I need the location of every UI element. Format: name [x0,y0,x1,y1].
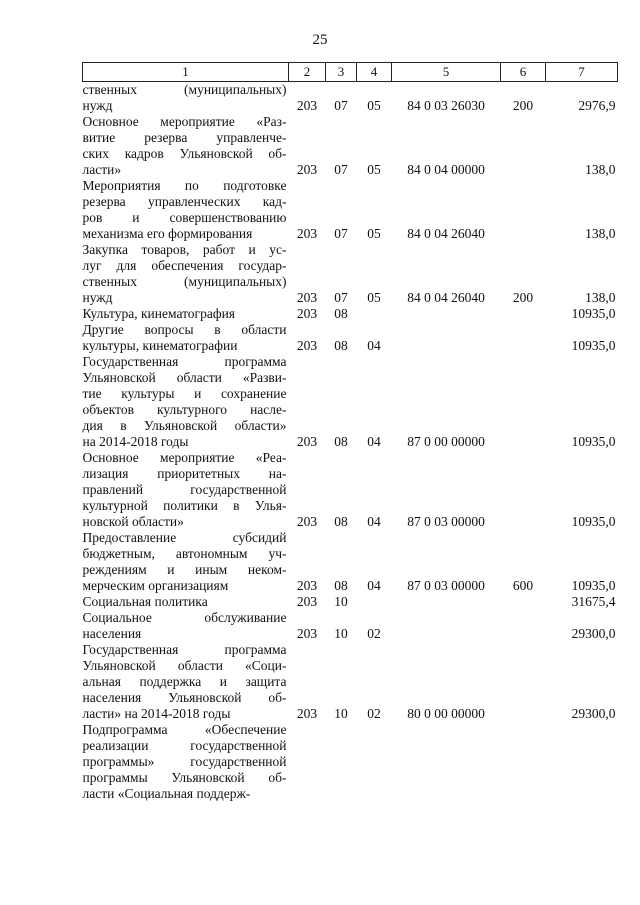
row-amount: 138,0 [585,162,616,177]
row-target-article-code: 87 0 00 00000 [407,434,485,449]
row-section-code: 10 [334,706,348,721]
row-name-line: резерва управленческих кад- [82,194,287,209]
row-name-line: тие культуры и сохранение [82,386,287,401]
row-amount: 31675,4 [571,594,616,609]
header-col-2: 2 [289,63,326,82]
row-target-article-code [392,322,501,354]
row-target-article-code [392,722,501,802]
row-expense-type-code [501,178,546,242]
row-amount: 10935,0 [571,434,616,449]
row-subsection-code: 05 [367,98,381,113]
row-name-cell [83,178,289,242]
row-name-line: нужд [82,290,113,305]
table-row [83,354,618,450]
row-name-line: Социальное обслуживание [82,610,287,625]
row-name-line: ласти» [82,162,122,177]
row-ministry-code: 203 [296,98,318,113]
row-amount: 138,0 [585,290,616,305]
row-name-cell [83,306,289,322]
row-name-line: Ульяновской области «Соци- [82,658,287,673]
row-subsection-code [357,722,392,802]
row-name-line: Другие вопросы в области [82,322,287,337]
row-name-line: ласти» на 2014-2018 годы [82,706,231,721]
row-ministry-code: 203 [296,290,318,305]
row-amount: 29300,0 [571,706,616,721]
budget-table [82,62,618,802]
row-ministry-code: 203 [296,706,318,721]
row-name-line: Основное мероприятие «Раз- [82,114,287,129]
page-number: 25 [312,32,328,48]
row-name-cell [83,722,289,802]
table-row [83,610,618,642]
row-name-line: Ульяновской области «Разви- [82,370,287,385]
row-expense-type-code [501,722,546,802]
row-amount: 10935,0 [571,338,616,353]
table-row [83,114,618,178]
row-name-line: на 2014-2018 годы [82,434,189,449]
row-target-article-code: 87 0 03 00000 [407,514,485,529]
row-name-line: дия в Ульяновской области» [82,418,287,433]
header-row [83,63,618,82]
row-target-article-code: 87 0 03 00000 [407,578,485,593]
row-expense-type-code [501,450,546,530]
row-name-line: ласти «Социальная поддерж- [82,786,251,801]
row-name-line: реждениям и иным неком- [82,562,287,577]
row-name-cell [83,114,289,178]
row-name-line: Социальная политика [82,594,208,609]
row-section-code: 07 [334,98,348,113]
table-row [83,642,618,722]
row-name-line: правлений государственной [82,482,287,497]
row-name-line: ственных (муниципальных) [82,274,287,289]
row-ministry-code: 203 [296,306,318,321]
row-name-cell [83,594,289,610]
row-subsection-code [357,306,392,322]
row-name-line: бюджетным, автономным уч- [82,546,287,561]
row-name-line: мерческим организациям [82,578,229,593]
row-subsection-code: 05 [367,290,381,305]
row-section-code: 07 [334,226,348,241]
row-ministry-code: 203 [296,626,318,641]
row-target-article-code [392,306,501,322]
row-expense-type-code [501,594,546,610]
row-expense-type-code: 200 [512,290,534,305]
row-amount [546,722,618,802]
row-name-line: Закупка товаров, работ и ус- [82,242,287,257]
table-row [83,450,618,530]
row-subsection-code: 05 [367,162,381,177]
row-ministry-code: 203 [296,514,318,529]
row-expense-type-code [501,322,546,354]
row-name-line: нужд [82,98,113,113]
table-row [83,306,618,322]
row-amount: 2976,9 [578,98,616,113]
row-section-code: 07 [334,162,348,177]
row-subsection-code: 05 [367,226,381,241]
row-name-line: Предоставление субсидий [82,530,287,545]
row-target-article-code [392,610,501,642]
table-row [83,178,618,242]
row-subsection-code: 04 [367,514,381,529]
row-amount: 10935,0 [571,578,616,593]
row-expense-type-code [501,610,546,642]
table-row [83,594,618,610]
row-target-article-code: 84 0 04 26040 [407,226,485,241]
row-section-code: 08 [334,338,348,353]
row-section-code: 08 [334,578,348,593]
row-name-line: Государственная программа [82,642,287,657]
row-name-line: ских кадров Ульяновской об- [82,146,287,161]
row-name-line: Государственная программа [82,354,287,369]
row-section-code: 08 [334,514,348,529]
row-name-line: механизма его формирования [82,226,253,241]
row-target-article-code [392,594,501,610]
row-section-code: 08 [334,306,348,321]
row-expense-type-code [501,114,546,178]
row-section-code: 10 [334,594,348,609]
row-target-article-code: 80 0 00 00000 [407,706,485,721]
row-name-line: программы» государственной [82,754,287,769]
row-subsection-code: 04 [367,434,381,449]
row-ministry-code [289,722,326,802]
row-ministry-code: 203 [296,338,318,353]
row-name-cell [83,610,289,642]
table-row [83,722,618,802]
row-name-line: витие резерва управленче- [82,130,287,145]
row-ministry-code: 203 [296,162,318,177]
row-subsection-code: 04 [367,578,381,593]
row-name-line: культуры, кинематографии [82,338,238,353]
row-target-article-code: 84 0 03 26030 [407,98,485,113]
row-expense-type-code: 200 [512,98,534,113]
header-col-3: 3 [326,63,357,82]
table-row [83,242,618,306]
row-name-line: программы Ульяновской об- [82,770,287,785]
row-expense-type-code [501,642,546,722]
row-name-cell [83,82,289,115]
row-name-line: Культура, кинематография [82,306,236,321]
table-row [83,530,618,594]
row-name-line: Подпрограмма «Обеспечение [82,722,287,737]
row-name-line: объектов культурного насле- [82,402,287,417]
row-section-code: 10 [334,626,348,641]
row-name-cell [83,642,289,722]
row-subsection-code [357,594,392,610]
row-name-line: новской области» [82,514,184,529]
row-name-line: реализации государственной [82,738,287,753]
row-amount: 138,0 [585,226,616,241]
row-name-line: населения Ульяновской об- [82,690,287,705]
row-amount: 10935,0 [571,514,616,529]
row-subsection-code: 02 [367,706,381,721]
row-name-line: ров и совершенствованию [82,210,287,225]
header-col-1: 1 [83,63,289,82]
header-col-7: 7 [546,63,618,82]
row-name-cell [83,530,289,594]
row-name-line: культурной политики в Улья- [82,498,287,513]
row-expense-type-code [501,354,546,450]
row-name-line: Основное мероприятие «Реа- [82,450,287,465]
row-section-code: 08 [334,434,348,449]
row-ministry-code: 203 [296,434,318,449]
row-name-cell [83,354,289,450]
row-name-cell [83,322,289,354]
row-name-cell [83,242,289,306]
header-col-5: 5 [392,63,501,82]
row-name-line: лизация приоритетных на- [82,466,287,481]
table-row [83,82,618,115]
header-col-4: 4 [357,63,392,82]
row-amount: 10935,0 [571,306,616,321]
row-name-line: луг для обеспечения государ- [82,258,287,273]
row-name-cell [83,450,289,530]
row-subsection-code: 02 [367,626,381,641]
row-subsection-code: 04 [367,338,381,353]
row-expense-type-code: 600 [512,578,534,593]
row-name-line: альная поддержка и защита [82,674,287,689]
row-target-article-code: 84 0 04 00000 [407,162,485,177]
row-section-code: 07 [334,290,348,305]
row-target-article-code: 84 0 04 26040 [407,290,485,305]
row-section-code [326,722,357,802]
row-name-line: населения [82,626,142,641]
row-ministry-code: 203 [296,578,318,593]
row-ministry-code: 203 [296,594,318,609]
row-name-line: ственных (муниципальных) [82,82,287,97]
table-body [83,82,618,803]
row-ministry-code: 203 [296,226,318,241]
row-expense-type-code [501,306,546,322]
row-name-line: Мероприятия по подготовке [82,178,287,193]
row-amount: 29300,0 [571,626,616,641]
header-col-6: 6 [501,63,546,82]
table-row [83,322,618,354]
